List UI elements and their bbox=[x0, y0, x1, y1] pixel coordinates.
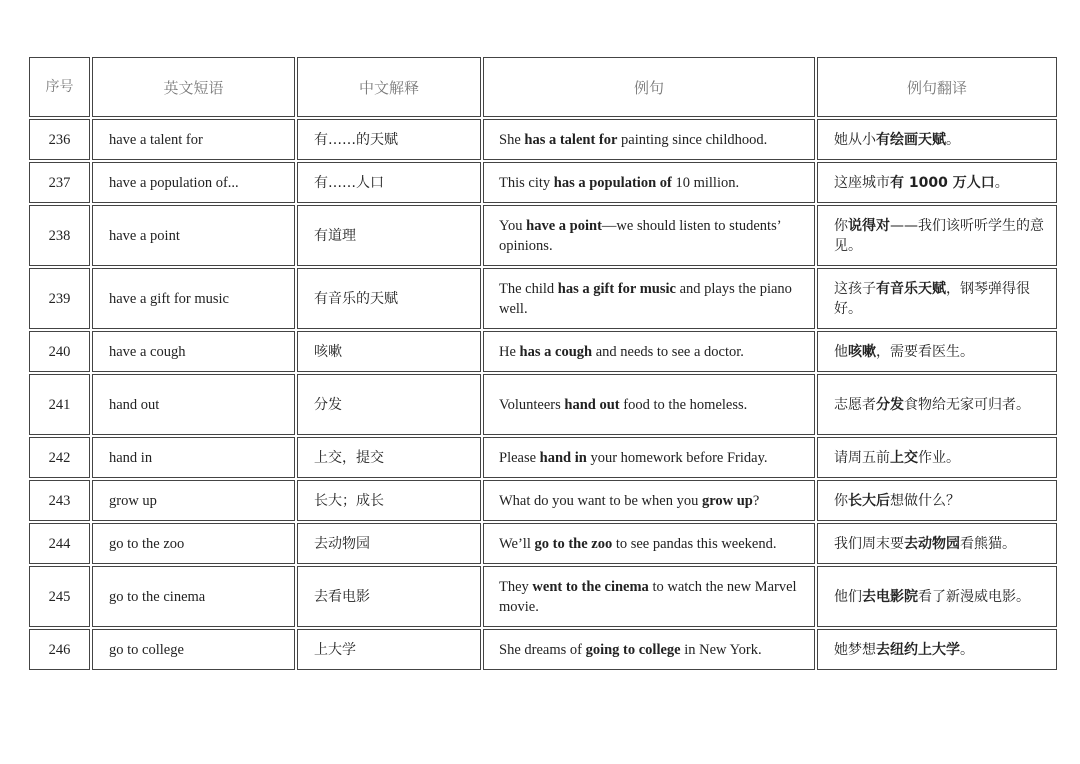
example-sentence bbox=[483, 629, 815, 670]
translation-phrase-highlight: 有音乐天赋 bbox=[876, 280, 946, 297]
example-translation bbox=[817, 374, 1057, 435]
example-text: to watch the new Marvel movie. bbox=[499, 578, 797, 615]
example-translation bbox=[817, 629, 1057, 670]
translation-text: 看了新漫威电影。 bbox=[918, 588, 1030, 605]
translation-text: 志愿者 bbox=[834, 396, 876, 413]
example-sentence bbox=[483, 331, 815, 372]
translation-text: 。 bbox=[994, 174, 1009, 191]
chinese-meaning: 有音乐的天赋 bbox=[297, 268, 481, 329]
translation-text: 她梦想 bbox=[834, 641, 876, 658]
row-number: 244 bbox=[29, 523, 90, 564]
example-translation bbox=[817, 205, 1057, 266]
example-text: in New York. bbox=[680, 641, 762, 658]
translation-text: ——我们该听听学生的意见。 bbox=[834, 217, 1044, 254]
table-row bbox=[29, 523, 1057, 564]
example-phrase-highlight: has a talent for bbox=[524, 131, 618, 148]
translation-text: 看熊猫。 bbox=[960, 535, 1016, 552]
translation-text: 他们 bbox=[834, 588, 862, 605]
example-text: painting since childhood. bbox=[617, 131, 768, 148]
translation-phrase-highlight: 去动物园 bbox=[904, 535, 960, 552]
example-text: We’ll bbox=[499, 535, 535, 552]
translation-phrase-highlight: 去电影院 bbox=[862, 588, 918, 605]
example-phrase-highlight: has a cough bbox=[519, 343, 593, 360]
translation-phrase-highlight: 去纽约上大学 bbox=[876, 641, 960, 658]
example-translation bbox=[817, 523, 1057, 564]
example-text: food to the homeless. bbox=[619, 396, 748, 413]
translation-text: 这座城市 bbox=[834, 174, 890, 191]
english-phrase: have a population of... bbox=[92, 162, 295, 203]
table-row bbox=[29, 331, 1057, 372]
table-row bbox=[29, 629, 1057, 670]
row-number: 241 bbox=[29, 374, 90, 435]
chinese-meaning: 有……人口 bbox=[297, 162, 481, 203]
row-number: 240 bbox=[29, 331, 90, 372]
translation-text: ，需要看医生。 bbox=[876, 343, 974, 360]
table-row bbox=[29, 162, 1057, 203]
example-text: ? bbox=[752, 492, 760, 509]
table-header-row bbox=[29, 57, 1057, 117]
row-number: 242 bbox=[29, 437, 90, 478]
translation-text: 你 bbox=[834, 492, 848, 509]
example-translation bbox=[817, 268, 1057, 329]
example-sentence bbox=[483, 205, 815, 266]
chinese-meaning: 有道理 bbox=[297, 205, 481, 266]
example-sentence bbox=[483, 162, 815, 203]
row-number: 243 bbox=[29, 480, 90, 521]
translation-text: 我们周末要 bbox=[834, 535, 904, 552]
example-text: your homework before Friday. bbox=[586, 449, 768, 466]
chinese-meaning: 咳嗽 bbox=[297, 331, 481, 372]
example-text: Please bbox=[499, 449, 540, 466]
example-phrase-highlight: hand out bbox=[564, 396, 620, 413]
translation-phrase-highlight: 分发 bbox=[876, 396, 904, 413]
translation-text: 这孩子 bbox=[834, 280, 876, 297]
english-phrase: hand out bbox=[92, 374, 295, 435]
english-phrase: hand in bbox=[92, 437, 295, 478]
translation-text: 。 bbox=[946, 131, 960, 148]
example-sentence bbox=[483, 374, 815, 435]
english-phrase: have a cough bbox=[92, 331, 295, 372]
example-text: She bbox=[499, 131, 525, 148]
chinese-meaning: 长大；成长 bbox=[297, 480, 481, 521]
translation-phrase-highlight: 说得对 bbox=[848, 217, 890, 234]
example-sentence bbox=[483, 566, 815, 627]
example-translation bbox=[817, 566, 1057, 627]
example-phrase-highlight: has a gift for music bbox=[557, 280, 676, 297]
example-text: Volunteers bbox=[499, 396, 565, 413]
row-number: 238 bbox=[29, 205, 90, 266]
translation-text: 想做什么？ bbox=[890, 492, 960, 509]
example-phrase-highlight: go to the zoo bbox=[534, 535, 613, 552]
example-text: They bbox=[499, 578, 533, 595]
example-text: He bbox=[499, 343, 520, 360]
example-translation bbox=[817, 119, 1057, 160]
example-text: You bbox=[499, 217, 527, 234]
example-sentence bbox=[483, 523, 815, 564]
table-row bbox=[29, 119, 1057, 160]
example-text: and plays the piano well. bbox=[499, 280, 792, 317]
chinese-meaning: 有……的天赋 bbox=[297, 119, 481, 160]
table-row bbox=[29, 374, 1057, 435]
example-text: She dreams of bbox=[499, 641, 586, 658]
translation-text: 请周五前 bbox=[834, 449, 890, 466]
example-sentence bbox=[483, 119, 815, 160]
header-phrase: 英文短语 bbox=[92, 57, 295, 117]
english-phrase: have a point bbox=[92, 205, 295, 266]
example-translation bbox=[817, 480, 1057, 521]
table-body bbox=[29, 119, 1057, 670]
translation-phrase-highlight: 有绘画天赋 bbox=[876, 131, 946, 148]
chinese-meaning: 上大学 bbox=[297, 629, 481, 670]
example-text: 10 million. bbox=[671, 174, 740, 191]
example-translation bbox=[817, 437, 1057, 478]
table-row bbox=[29, 566, 1057, 627]
header-no: 序号 bbox=[29, 57, 90, 117]
table-row bbox=[29, 205, 1057, 266]
example-text: The child bbox=[499, 280, 558, 297]
translation-phrase-highlight: 长大后 bbox=[848, 492, 890, 509]
row-number: 237 bbox=[29, 162, 90, 203]
row-number: 239 bbox=[29, 268, 90, 329]
example-phrase-highlight: went to the cinema bbox=[532, 578, 649, 595]
chinese-meaning: 去看电影 bbox=[297, 566, 481, 627]
row-number: 236 bbox=[29, 119, 90, 160]
translation-text: 。 bbox=[960, 641, 974, 658]
example-text: What do you want to be when you bbox=[499, 492, 702, 509]
english-phrase: go to college bbox=[92, 629, 295, 670]
english-phrase: have a talent for bbox=[92, 119, 295, 160]
chinese-meaning: 去动物园 bbox=[297, 523, 481, 564]
example-text: to see pandas this weekend. bbox=[612, 535, 777, 552]
english-phrase: go to the zoo bbox=[92, 523, 295, 564]
phrase-table-sheet bbox=[29, 57, 1051, 672]
english-phrase: go to the cinema bbox=[92, 566, 295, 627]
row-number: 245 bbox=[29, 566, 90, 627]
english-phrase: grow up bbox=[92, 480, 295, 521]
translation-text: 你 bbox=[834, 217, 848, 234]
example-phrase-highlight: grow up bbox=[701, 492, 753, 509]
example-text: and needs to see a doctor. bbox=[592, 343, 744, 360]
table-row bbox=[29, 268, 1057, 329]
chinese-meaning: 上交，提交 bbox=[297, 437, 481, 478]
translation-phrase-highlight: 咳嗽 bbox=[848, 343, 876, 360]
example-sentence bbox=[483, 480, 815, 521]
example-phrase-highlight: have a point bbox=[526, 217, 602, 234]
example-phrase-highlight: going to college bbox=[585, 641, 681, 658]
translation-text: 作业。 bbox=[918, 449, 960, 466]
example-sentence bbox=[483, 268, 815, 329]
header-example: 例句 bbox=[483, 57, 815, 117]
example-translation bbox=[817, 162, 1057, 203]
example-sentence bbox=[483, 437, 815, 478]
example-text: —we should listen to students’ opinions. bbox=[499, 217, 781, 254]
header-meaning: 中文解释 bbox=[297, 57, 481, 117]
table-row bbox=[29, 437, 1057, 478]
table-row bbox=[29, 480, 1057, 521]
translation-text: 食物给无家可归者。 bbox=[904, 396, 1030, 413]
translation-text: 他 bbox=[834, 343, 848, 360]
phrase-table bbox=[27, 55, 1059, 672]
example-text: This city bbox=[499, 174, 554, 191]
chinese-meaning: 分发 bbox=[297, 374, 481, 435]
header-translation: 例句翻译 bbox=[817, 57, 1057, 117]
translation-phrase-highlight: 有 1000 万人口 bbox=[890, 174, 995, 191]
translation-text: 她从小 bbox=[834, 131, 876, 148]
example-phrase-highlight: hand in bbox=[539, 449, 587, 466]
example-translation bbox=[817, 331, 1057, 372]
example-phrase-highlight: has a population of bbox=[553, 174, 672, 191]
english-phrase: have a gift for music bbox=[92, 268, 295, 329]
translation-text: ，钢琴弹得很好。 bbox=[834, 280, 1030, 317]
row-number: 246 bbox=[29, 629, 90, 670]
translation-phrase-highlight: 上交 bbox=[890, 449, 918, 466]
